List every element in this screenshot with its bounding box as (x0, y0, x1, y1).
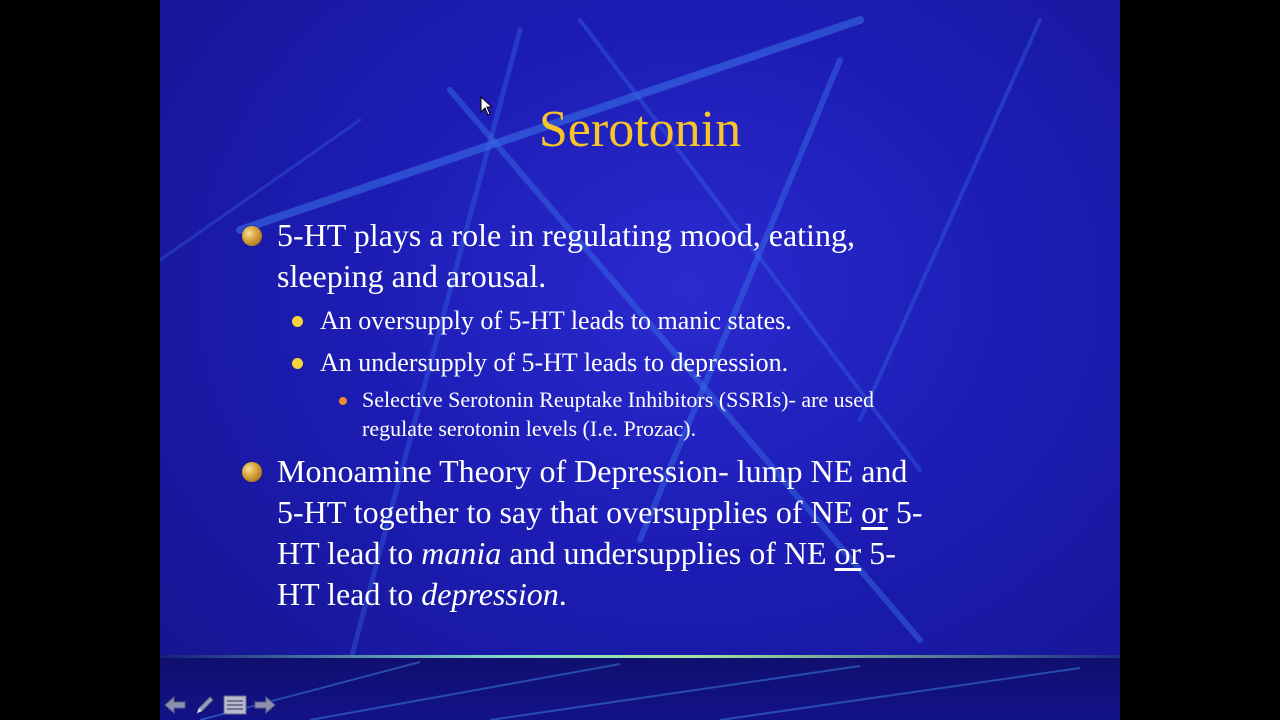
bullet-2-line4-a: HT lead to (277, 576, 422, 612)
sub-bullet-dot-icon (292, 358, 303, 369)
slide-footer-band (160, 655, 1120, 720)
italic-depression: depression (421, 576, 559, 612)
subsub-bullet-1-line2: regulate serotonin levels (I.e. Prozac). (362, 416, 697, 441)
next-slide-button[interactable] (252, 693, 278, 717)
bullet-2-line3-b: and undersupplies of NE (501, 535, 835, 571)
bullet-2-line2-a: 5-HT together to say that oversupplies of NE (277, 494, 862, 530)
bullet-2-line3-c: 5- (861, 535, 896, 571)
arrow-right-icon (254, 696, 276, 714)
slide-menu-button[interactable] (222, 693, 248, 717)
sub-bullet-1: An oversupply of 5-HT leads to manic states. (320, 306, 792, 335)
sub-bullet-dot-icon (292, 316, 303, 327)
bullet-1-line1: 5-HT plays a role in regulating mood, eating, (277, 217, 855, 253)
bullet-2-line2-b: 5- (887, 494, 923, 530)
bullet-2 (277, 451, 922, 615)
subsub-bullet-dot-icon (339, 397, 347, 405)
pen-icon (194, 694, 216, 716)
bullet-2-line1: Monoamine Theory of Depression- lump NE and (277, 453, 908, 489)
slide-title: Serotonin (538, 101, 742, 158)
slide (160, 0, 1120, 720)
bullet-2-line3 (277, 533, 922, 574)
previous-slide-button[interactable] (162, 693, 188, 717)
italic-mania: mania (421, 535, 502, 571)
bullet-2-line4-b: . (558, 576, 567, 612)
sub-bullet-2: An undersupply of 5-HT leads to depression. (320, 348, 789, 377)
pen-tool-button[interactable] (192, 693, 218, 717)
bullet-1 (277, 215, 855, 297)
bullet-orb-icon (242, 226, 262, 246)
bullet-list (160, 0, 1120, 720)
underlined-or: or (834, 535, 862, 571)
mouse-pointer-icon (480, 96, 494, 116)
bullet-orb-icon (242, 462, 262, 482)
arrow-left-icon (164, 696, 186, 714)
subsub-bullet-1-line1: Selective Serotonin Reuptake Inhibitors (SSRIs)- are used (362, 387, 875, 412)
bullet-2-line4 (277, 574, 922, 615)
bullet-2-line3-a: HT lead to (277, 535, 422, 571)
slide-footer-line (160, 655, 1120, 658)
bullet-2-line2 (277, 492, 922, 533)
slideshow-nav (162, 692, 278, 718)
bullet-1-line2: sleeping and arousal. (277, 258, 547, 294)
menu-icon (223, 695, 247, 715)
underlined-or: or (861, 494, 888, 530)
subsub-bullet-1 (362, 385, 874, 443)
